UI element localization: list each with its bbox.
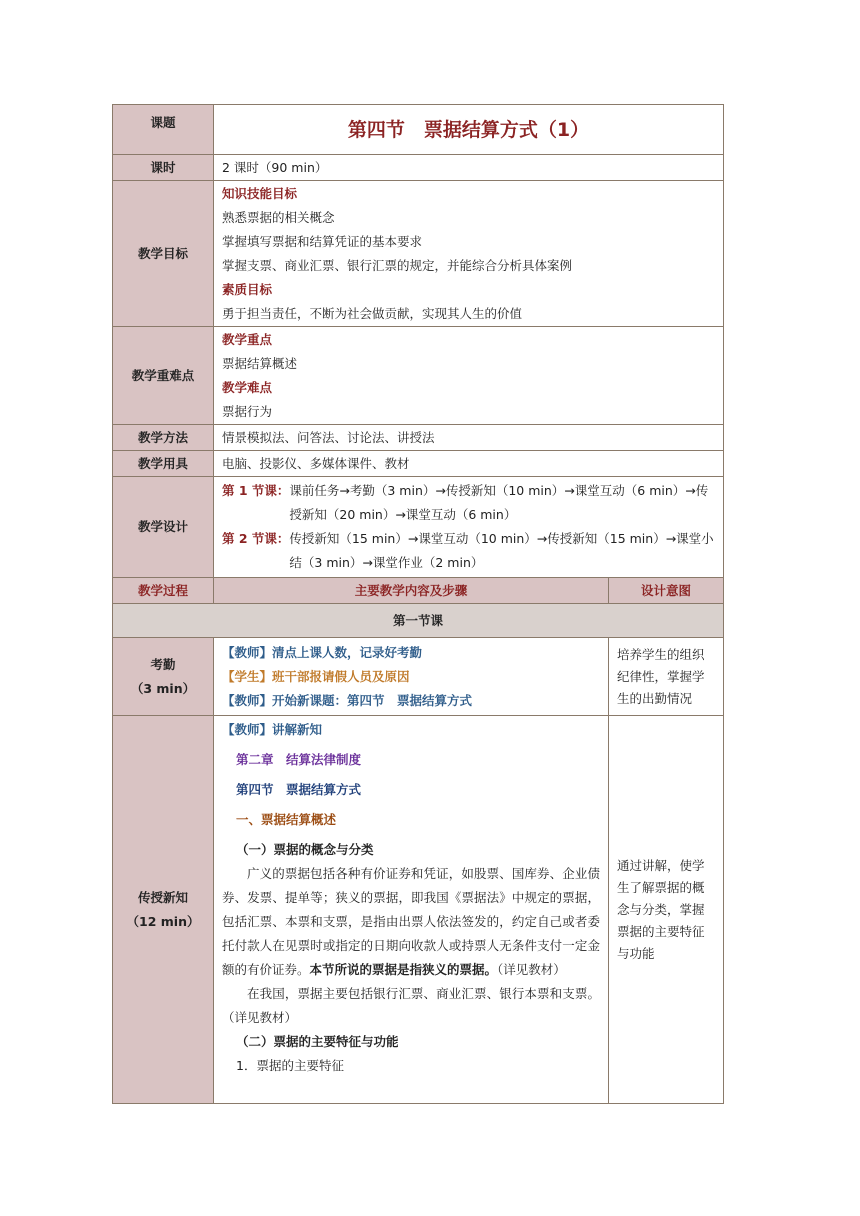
tools-value: 电脑、投影仪、多媒体课件、教材	[214, 451, 724, 477]
hours-label: 课时	[113, 155, 214, 181]
process-header-col3: 设计意图	[609, 578, 724, 604]
objective-item: 掌握填写票据和结算凭证的基本要求	[222, 233, 423, 249]
teach-paragraph-2: 在我国，票据主要包括银行汇票、商业汇票、银行本票和支票。（详见教材）	[222, 986, 600, 1025]
keypoints-content	[214, 327, 724, 425]
difficulty-heading: 教学难点	[222, 379, 273, 395]
attendance-line-3: 【教师】开始新课题：第四节 票据结算方式	[222, 692, 473, 708]
teach-content	[214, 716, 609, 1104]
teach-label-cell	[113, 716, 214, 1104]
teach-heading-1: 一、票据结算概述	[236, 812, 337, 827]
title-row	[113, 105, 724, 155]
teach-row	[113, 716, 724, 1104]
design-line-1-tag: 第 1 节课：	[222, 483, 290, 498]
teach-line-1: 【教师】讲解新知	[222, 722, 323, 737]
design-line-2-tag: 第 2 节课：	[222, 531, 290, 546]
teach-section: 第四节 票据结算方式	[236, 782, 362, 797]
methods-row	[113, 425, 724, 451]
attendance-row	[113, 638, 724, 716]
objectives-content	[214, 181, 724, 327]
keypoints-label: 教学重难点	[113, 327, 214, 425]
lesson-table	[112, 104, 724, 1104]
hours-value: 2 课时（90 min）	[214, 155, 724, 181]
design-content	[214, 477, 724, 578]
process-header-col2: 主要教学内容及步骤	[214, 578, 609, 604]
attendance-intent: 培养学生的组织纪律性，掌握学生的出勤情况	[609, 638, 724, 716]
lesson-title: 第四节 票据结算方式（1）	[347, 118, 590, 141]
teach-subheading-1: （一）票据的概念与分类	[236, 842, 374, 857]
skill-objective-heading: 知识技能目标	[222, 185, 298, 201]
teach-paragraph-1	[222, 862, 600, 982]
process-header-row	[113, 578, 724, 604]
design-line-1	[222, 479, 715, 527]
lesson-plan	[112, 104, 723, 1104]
objective-item: 掌握支票、商业汇票、银行汇票的规定，并能综合分析具体案例	[222, 257, 573, 273]
attendance-line-2: 【学生】班干部报请假人员及原因	[222, 668, 410, 684]
objective-item: 勇于担当责任，不断为社会做贡献，实现其人生的价值	[222, 305, 523, 321]
title-label: 课题	[113, 105, 214, 155]
quality-objective-heading: 素质目标	[222, 281, 273, 297]
design-row	[113, 477, 724, 578]
attendance-content	[214, 638, 609, 716]
teach-intent: 通过讲解，使学生了解票据的概念与分类，掌握票据的主要特征与功能	[609, 716, 724, 1104]
objectives-row	[113, 181, 724, 327]
teach-subheading-2: （二）票据的主要特征与功能	[236, 1034, 399, 1049]
attendance-label-cell	[113, 638, 214, 716]
teach-chapter: 第二章 结算法律制度	[236, 752, 362, 767]
attendance-label: 考勤	[150, 656, 176, 672]
design-label: 教学设计	[113, 477, 214, 578]
tools-label: 教学用具	[113, 451, 214, 477]
section-row	[113, 604, 724, 638]
difficulty-value: 票据行为	[222, 403, 273, 419]
teach-subheading-3: 1．票据的主要特征	[236, 1058, 344, 1073]
tools-row	[113, 451, 724, 477]
teach-paragraph-1b: 本节所说的票据是指狭义的票据。	[309, 962, 498, 977]
teach-paragraph-1a: 广义的票据包括各种有价证券和凭证，如股票、国库券、企业债券、发票、提单等；狭义的票据，即我国《票据法》中规定的票据，包括汇票、本票和支票，是指由出票人依法签发的，约定自己或者委托付款人在见票时或指定的日期向收款人或持票人无条件支付一定金额的有价证券。	[222, 866, 600, 977]
attendance-line-1: 【教师】清点上课人数，记录好考勤	[222, 644, 423, 660]
design-line-1-text: 课前任务→考勤（3 min）→传授新知（10 min）→课堂互动（6 min）→传授新知（20 min）→课堂互动（6 min）	[289, 483, 709, 522]
process-header-col1: 教学过程	[113, 578, 214, 604]
key-point-heading: 教学重点	[222, 331, 273, 347]
teach-label: 传授新知	[137, 889, 188, 905]
key-point-value: 票据结算概述	[222, 355, 298, 371]
design-line-2	[222, 527, 715, 575]
methods-value: 情景模拟法、问答法、讨论法、讲授法	[214, 425, 724, 451]
lesson-title-cell	[214, 105, 724, 155]
objectives-label: 教学目标	[113, 181, 214, 327]
design-line-2-text: 传授新知（15 min）→课堂互动（10 min）→传授新知（15 min）→课堂小结（3 min）→课堂作业（2 min）	[289, 531, 714, 570]
attendance-time: （3 min）	[130, 680, 196, 696]
section-title: 第一节课	[113, 604, 724, 638]
keypoints-row	[113, 327, 724, 425]
teach-paragraph-1c: （详见教材）	[497, 962, 566, 977]
hours-row	[113, 155, 724, 181]
methods-label: 教学方法	[113, 425, 214, 451]
objective-item: 熟悉票据的相关概念	[222, 209, 335, 225]
teach-time: （12 min）	[126, 913, 200, 929]
